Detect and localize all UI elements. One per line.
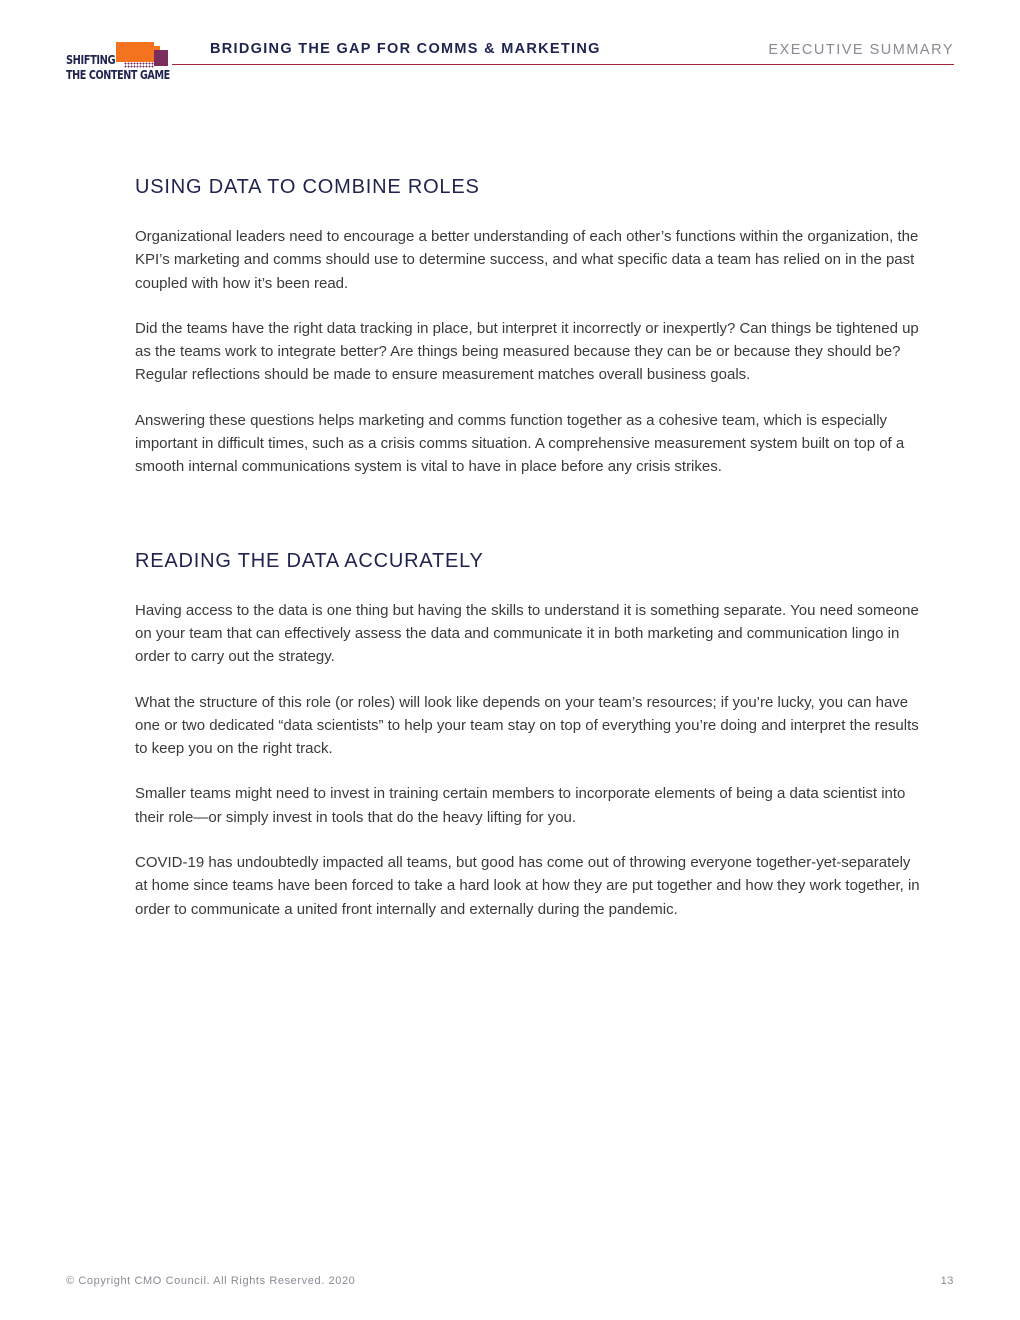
page-header [0, 0, 1020, 90]
body-paragraph: Organizational leaders need to encourage a better understanding of each other’s functions within the organization, the KPI’s marketing and comms should use to determine success, and what specific data a team has relied on in the past coupled with how it’s been read. [135, 228, 919, 292]
shifting-the-content-game-logo [66, 42, 172, 86]
logo-purple-block [154, 50, 168, 66]
page-content [135, 172, 925, 921]
page-number: 13 [940, 1275, 954, 1287]
body-paragraph: What the structure of this role (or roles) will look like depends on your team’s resources; if you’re lucky, you can have one or two dedicated “data scientists” to help your team stay on top of everything you’re doing and interpret the results to keep you on the right track. [135, 693, 919, 758]
body-paragraph: Having access to the data is one thing but having the skills to understand it is something separate. You need someone on your team that can effectively assess the data and communicate it in both marketing and communication lingo in order to carry out the strategy. [135, 601, 919, 666]
body-paragraph: Smaller teams might need to invest in training certain members to incorporate elements of being a data scientist into their role—or simply invest in tools that do the heavy lifting for you. [135, 785, 906, 826]
header-divider [172, 64, 954, 65]
footer-copyright: © Copyright CMO Council. All Rights Reserved. 2020 [66, 1275, 356, 1287]
section-using-data [135, 172, 925, 479]
body-paragraph: Answering these questions helps marketing and comms function together as a cohesive team, which is especially important in difficult times, such as a crisis comms situation. A comprehensive measurement system built on top of a smooth internal communications system is vital to have in place before any crisis strikes. [135, 411, 905, 476]
section-label: EXECUTIVE SUMMARY [768, 42, 954, 58]
logo-text-line2: THE CONTENT GAME [66, 68, 170, 82]
logo-orange-block [116, 42, 154, 62]
body-paragraph: Did the teams have the right data tracking in place, but interpret it incorrectly or inexpertly? Can things be tightened up as the teams work to integrate better? Are things being measured because they can be or because they should be? Regular reflections should be made to ensure measurement matches overall business goals. [135, 319, 919, 384]
section-heading: USING DATA TO COMBINE ROLES [135, 176, 480, 198]
logo-text-line1: SHIFTING [66, 53, 116, 67]
section-reading-data [135, 546, 925, 921]
section-heading: READING THE DATA ACCURATELY [135, 549, 484, 572]
body-paragraph: COVID-19 has undoubtedly impacted all teams, but good has come out of throwing everyone together-yet-separately at home since teams have been forced to take a hard look at how they are put together and how they work together, in order to communicate a united front internally and externally during the pandemic. [135, 854, 920, 918]
document-title: BRIDGING THE GAP FOR COMMS & MARKETING [210, 41, 601, 57]
